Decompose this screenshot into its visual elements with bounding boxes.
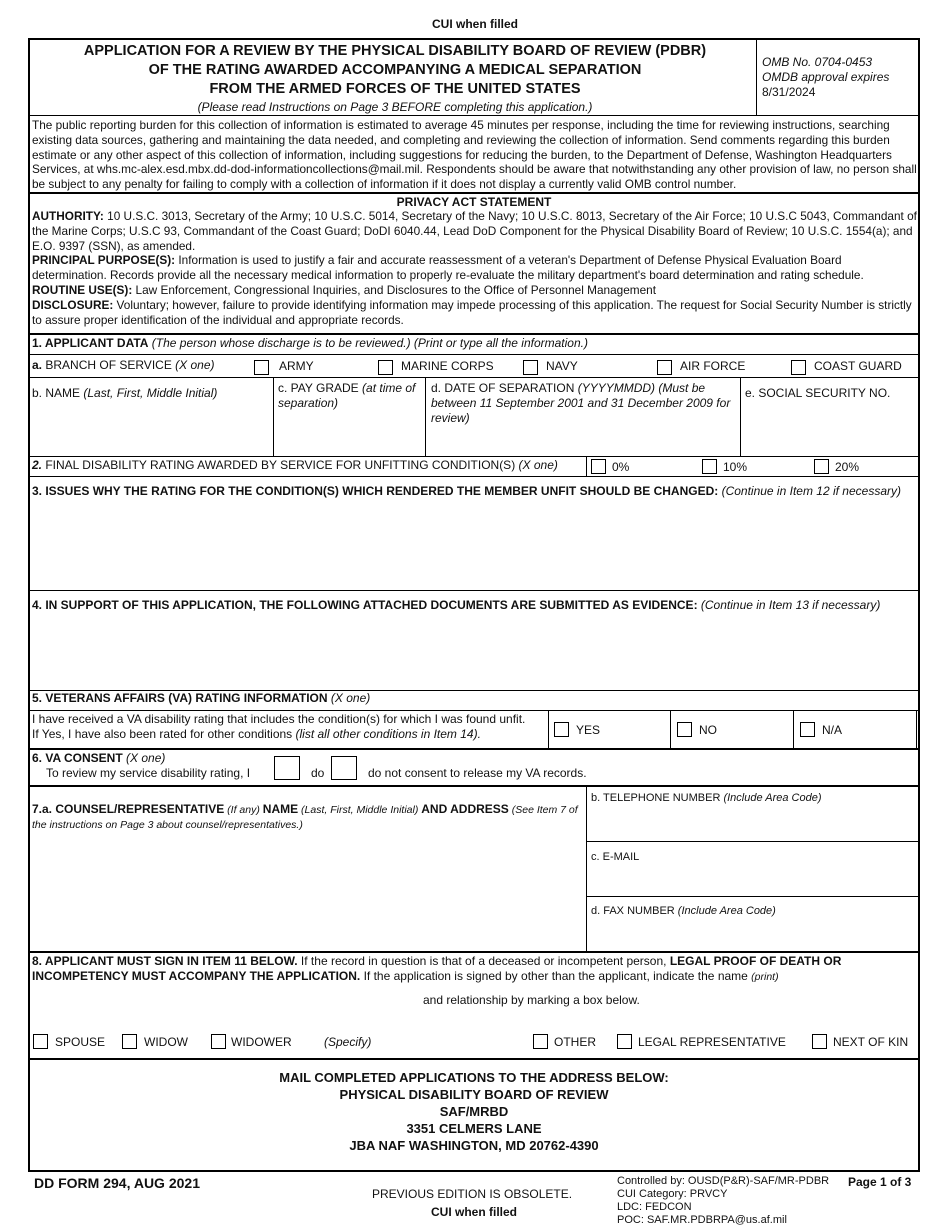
branch-air-force-label: AIR FORCE	[680, 359, 746, 373]
counsel-fax-label[interactable]: d. FAX NUMBER (Include Area Code)	[591, 905, 776, 917]
item5-statement: I have received a VA disability rating that includes the condition(s) for which I was found unfit. If Yes, I have also been rated for other conditions (list all other conditions in Item 14).	[32, 712, 526, 741]
mailing-address: MAIL COMPLETED APPLICATIONS TO THE ADDRESS BELOW: PHYSICAL DISABILITY BOARD OF REVIEW SAF/MRBD 3351 CELMERS LANE JBA NAF WASHINGTON, MD 20762-4390	[279, 1070, 669, 1153]
cui-top-label: CUI when filled	[431, 17, 518, 31]
widower-label: WIDOWER	[231, 1035, 292, 1049]
omb-number: OMB No. 0704-0453	[762, 55, 873, 69]
consent-do-not-box[interactable]	[331, 756, 357, 780]
item8-text: 8. APPLICANT MUST SIGN IN ITEM 11 BELOW. If the record in question is that of a deceased or incompetent person, LEGAL PROOF OF DEATH OR INCOMPETENCY MUST ACCOMPANY THE APPLICATION. If the application is signed by other than the applicant, indicate the name (print)	[32, 954, 842, 983]
rating-0-label: 0%	[612, 460, 630, 474]
item6-text: To review my service disability rating, I	[46, 766, 251, 780]
omb-date: 8/31/2024	[762, 85, 816, 99]
branch-army-checkbox[interactable]	[254, 360, 269, 375]
va-yes-label: YES	[576, 723, 601, 737]
branch-label: a. BRANCH OF SERVICE (X one)	[32, 358, 215, 372]
counsel-phone-label[interactable]: b. TELEPHONE NUMBER (Include Area Code)	[591, 792, 822, 804]
va-no-label: NO	[699, 723, 717, 737]
legal-representative-label: LEGAL REPRESENTATIVE	[638, 1035, 786, 1049]
widow-label: WIDOW	[144, 1035, 188, 1049]
widow-checkbox[interactable]	[122, 1034, 137, 1049]
privacy-heading: PRIVACY ACT STATEMENT	[396, 195, 552, 209]
branch-army-label: ARMY	[279, 359, 314, 373]
page-number: Page 1 of 3	[848, 1175, 912, 1189]
item6-label: 6. VA CONSENT (X one)	[32, 751, 166, 765]
legal-representative-checkbox[interactable]	[617, 1034, 632, 1049]
counsel-email-label[interactable]: c. E-MAIL	[591, 851, 640, 863]
consent-do-box[interactable]	[274, 756, 300, 780]
cui-bottom-label: CUI when filled	[431, 1205, 518, 1219]
form-number: DD FORM 294, AUG 2021	[34, 1175, 200, 1191]
rating-20-checkbox[interactable]	[814, 459, 829, 474]
item3-label[interactable]: 3. ISSUES WHY THE RATING FOR THE CONDITION(S) WHICH RENDERED THE MEMBER UNFIT SHOULD BE CHANGED: (Continue in Item 12 if necessary)	[32, 484, 901, 498]
rating-10-checkbox[interactable]	[702, 459, 717, 474]
branch-air-force-checkbox[interactable]	[657, 360, 672, 375]
specify-label: (Specify)	[324, 1035, 372, 1049]
next-of-kin-label: NEXT OF KIN	[833, 1035, 909, 1049]
cui-designation-block: Controlled by: OUSD(P&R)-SAF/MR-PDBR CUI Category: PRVCY LDC: FEDCON POC: SAF.MR.PDBRPA@us.af.mil	[617, 1175, 830, 1226]
item8-relationship-text: and relationship by marking a box below.	[423, 993, 640, 1007]
rating-0-checkbox[interactable]	[591, 459, 606, 474]
ssn-field-label[interactable]: e. SOCIAL SECURITY NO.	[745, 386, 891, 400]
spouse-checkbox[interactable]	[33, 1034, 48, 1049]
form-title: APPLICATION FOR A REVIEW BY THE PHYSICAL DISABILITY BOARD OF REVIEW (PDBR) OF THE RATING AWARDED ACCOMPANYING A MEDICAL SEPARATION FROM THE ARMED FORCES OF THE UNITED STATES (Please read Instructions on Page 3 BEFORE completing this application.)	[83, 43, 707, 114]
rating-20-label: 20%	[835, 460, 860, 474]
branch-marine-corps-checkbox[interactable]	[378, 360, 393, 375]
next-of-kin-checkbox[interactable]	[812, 1034, 827, 1049]
consent-do-label: do	[311, 766, 325, 780]
counsel-name-address-label[interactable]: 7.a. COUNSEL/REPRESENTATIVE (If any) NAME (Last, First, Middle Initial) AND ADDRESS (See Item 7 of the instructions on Page 3 about counsel/representatives.)	[32, 802, 578, 831]
omb-approval: OMDB approval expires	[762, 70, 890, 84]
item5-label: 5. VETERANS AFFAIRS (VA) RATING INFORMATION (X one)	[32, 691, 371, 705]
rating-10-label: 10%	[723, 460, 748, 474]
va-na-label: N/A	[822, 723, 843, 737]
privacy-statement: AUTHORITY: 10 U.S.C. 3013, Secretary of the Army; 10 U.S.C. 5014, Secretary of the Navy; 10 U.S.C. 8013, Secretary of the Air Force; 10 U.S.C 5043, Commandant of the Marine Corps; U.S.C 93, Commandant of the Coast Guard; DoDI 6040.44, Lead DoD Component for the Physical Disability Board of Review; 10 U.S.C. 1554(a); and E.O. 9397 (SSN), as amended. PRINCIPAL PURPOSE(S): Information is used to justify a fair and accurate reassessment of a veteran's Department of Defense Physical Evaluation Board determination. Records provide all the necessary medical information to properly re-evaluate the military department's board determination and rating schedule. ROUTINE USE(S): Law Enforcement, Congressional Inquiries, and Disclosures to the Office of Personnel Management DISCLOSURE: Voluntary; however, failure to provide identifying information may impede processing of this application. The request for Social Security Number is strictly to assure proper identification of the individual and appropriate records.	[32, 209, 917, 327]
branch-marine-corps-label: MARINE CORPS	[401, 359, 494, 373]
item1-heading: 1. APPLICANT DATA (The person whose discharge is to be reviewed.) (Print or type all the information.)	[32, 336, 588, 350]
va-yes-checkbox[interactable]	[554, 722, 569, 737]
item2-label: 2. FINAL DISABILITY RATING AWARDED BY SERVICE FOR UNFITTING CONDITION(S) (X one)	[32, 458, 558, 472]
spouse-label: SPOUSE	[55, 1035, 106, 1049]
obsolete-notice: PREVIOUS EDITION IS OBSOLETE.	[372, 1187, 573, 1201]
va-na-checkbox[interactable]	[800, 722, 815, 737]
burden-statement: The public reporting burden for this collection of information is estimated to average 45 minutes per response, including the time for reviewing instructions, searching existing data sources, gathering and maintaining the data needed, and completing and reviewing the collection of information. Send comments regarding this burden estimate or any other aspect of this collection of information, including suggestions for reducing the burden, to the Department of Defense, Washington Headquarters Services, at whs.mc-alex.esd.mbx.dd-dod-informationcollections@mail.mil. Respondents should be aware that notwithstanding any other provision of law, no person shall be subject to any penalty for failing to comply with a collection of information if it does not display a currently valid OMB control number.	[32, 118, 917, 192]
item4-label[interactable]: 4. IN SUPPORT OF THIS APPLICATION, THE FOLLOWING ATTACHED DOCUMENTS ARE SUBMITTED AS EVIDENCE: (Continue in Item 13 if necessary)	[32, 598, 881, 612]
branch-coast-guard-label: COAST GUARD	[814, 359, 902, 373]
branch-navy-label: NAVY	[546, 359, 578, 373]
date-of-separation-field-label[interactable]: d. DATE OF SEPARATION (YYYYMMDD) (Must be between 11 September 2001 and 31 December 2009 for review)	[431, 381, 731, 425]
other-checkbox[interactable]	[533, 1034, 548, 1049]
consent-do-not-label: do not consent to release my VA records.	[368, 766, 587, 780]
pay-grade-field-label[interactable]: c. PAY GRADE (at time of separation)	[278, 381, 416, 410]
branch-coast-guard-checkbox[interactable]	[791, 360, 806, 375]
other-label: OTHER	[554, 1035, 596, 1049]
widower-checkbox[interactable]	[211, 1034, 226, 1049]
va-no-checkbox[interactable]	[677, 722, 692, 737]
name-field-label[interactable]: b. NAME (Last, First, Middle Initial)	[32, 386, 218, 400]
branch-navy-checkbox[interactable]	[523, 360, 538, 375]
